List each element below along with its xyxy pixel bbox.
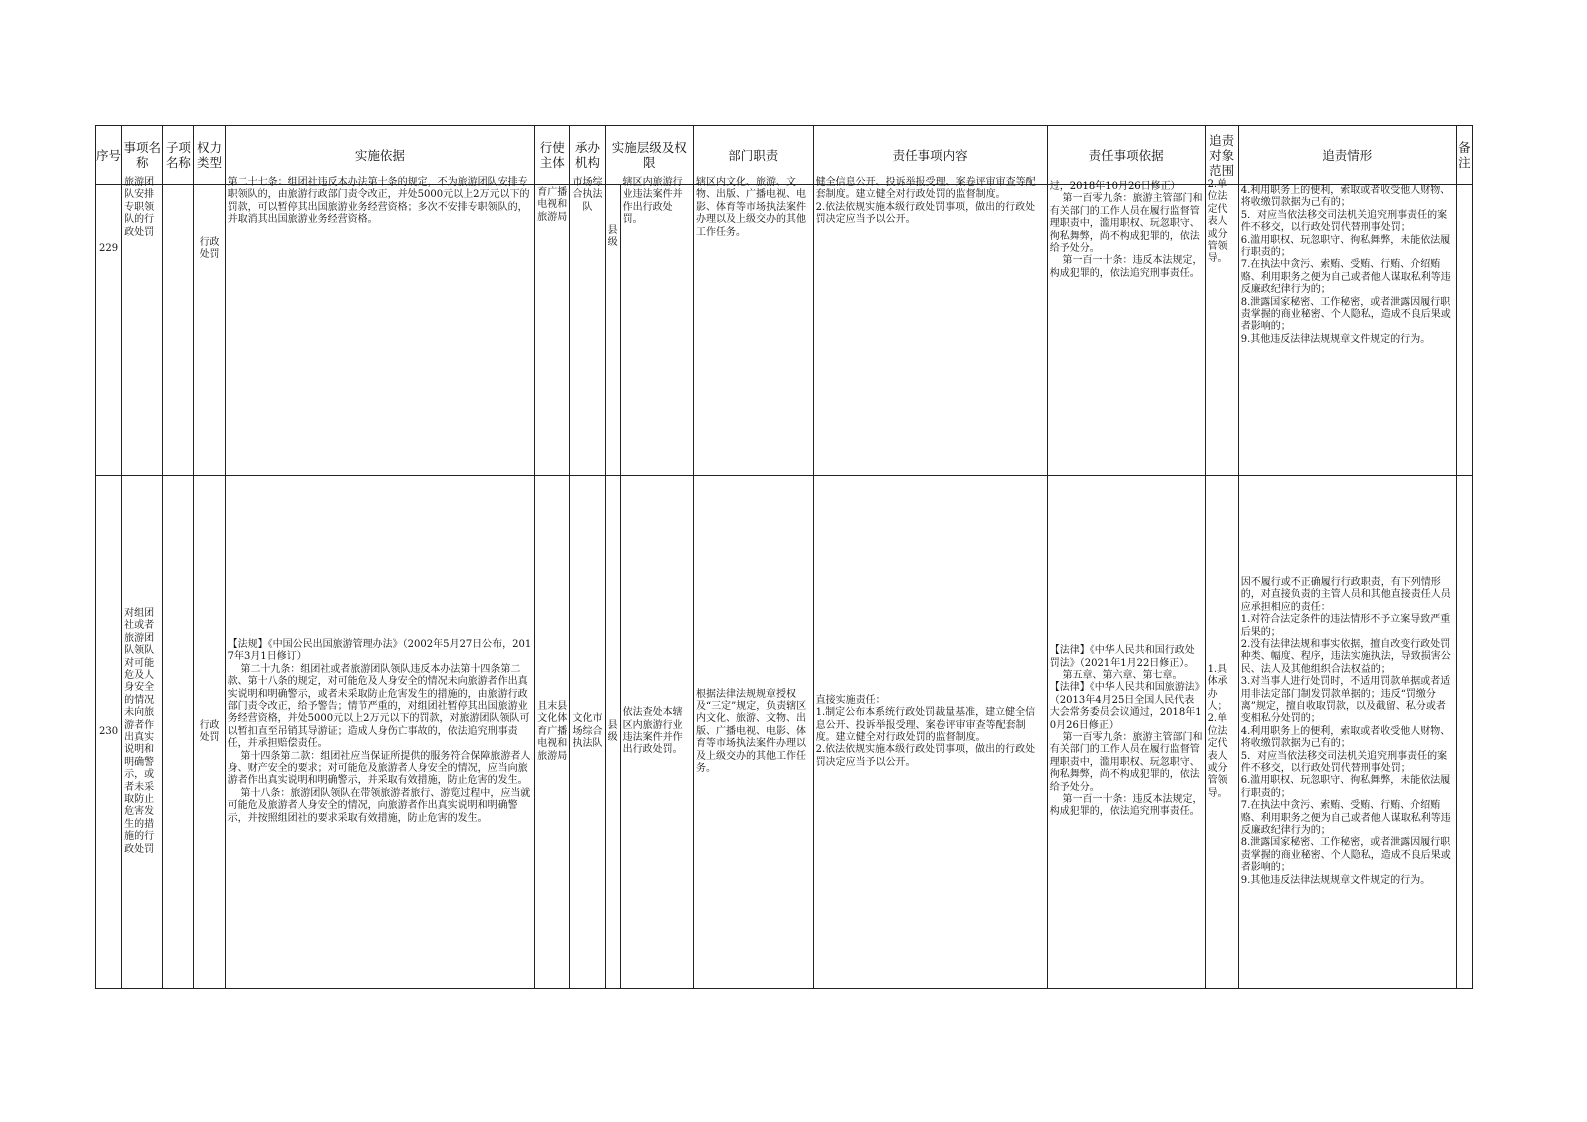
header-duty: 部门职责 [693, 126, 813, 185]
row-dbasis: 【法律】《中华人民共和国行政处罚法》（2021年1月22日修正）。 第五章、第六章、第七章。 【法律】《中华人民共和国旅游法》（2013年4月25日全国人民代表大会常务委员会议通过，2018年10月26日修正） 第一百零九条：旅游主管部门和有关部门的工作人员在履行监督管理职责中，滥用职权、玩忽职守、徇私舞弊，尚不构成犯罪的，依法给予处分。 第一百一十条：违反本法规定，构成犯罪的，依法追究刑事责任。 [1049, 645, 1203, 818]
header-subject: 行使主体 [535, 126, 570, 185]
row-basis: 第二十七条：组团社违反本办法第十条的规定，不为旅游团队安排专职领队的，由旅游行政部门责令改正，并处5000元以上2万元以下的罚款，可以暂停其出国旅游业务经营资格；多次不安排专职领队的，并取消其出国旅游业务经营资格。 [227, 177, 530, 226]
header-basis: 实施依据 [225, 126, 535, 185]
responsibility-table [95, 125, 1473, 989]
header-content: 责任事项内容 [813, 126, 1047, 185]
row-no: 230 [99, 725, 119, 737]
row-agency: 市场综合执法队 [572, 177, 603, 213]
row-situation: 4.利用职务上的便利，索取或者收受他人财物、将收缴罚款据为己有的； 5．对应当依法移交司法机关追究刑事责任的案件不移交，以行政处罚代替刑事处罚； 6.滥用职权、玩忽职守、徇私舞弊，未能依法履行职责的； 7.在执法中贪污、索贿、受贿、行贿、介绍贿赂、利用职务之便为自己或者他人谋取私利等违反廉政纪律行为的； 8.泄露国家秘密、工作秘密，或者泄露因履行职责掌握的商业秘密、个人隐私，造成不良后果或者影响的； 9.其他违反法律法规规章文件规定的行为。 [1240, 185, 1451, 345]
row-duty: 辖区内文化、旅游、文物、出版、广播电视、电影、体育等市场执法案件办理以及上级交办的其他工作任务。 [695, 177, 806, 238]
table-row [96, 476, 1473, 989]
row-basis: 【法规】《中国公民出国旅游管理办法》（2002年5月27日公布，2017年3月1日修订） 第二十九条：组团社或者旅游团队领队违反本办法第十四条第二款、第十八条的规定，对可能危及人身安全的情况未向旅游者作出真实说明和明确警示，或者未采取防止危害发生的措施的，由旅游行政部门责令改正，给予警告；情节严重的，对组团社暂停其出国旅游业务经营资格，并处5000元以上2万元以下的罚款，对旅游团队领队可以暂扣直至吊销其导游证；造成人身伤亡事故的，依法追究刑事责任，并承担赔偿责任。 第十四条第二款：组团社应当保证所提供的服务符合保障旅游者人身、财产安全的要求；对可能危及旅游者人身安全的情况，应当向旅游者作出真实说明和明确警示，并采取有效措施，防止危害的发生。 第十八条：旅游团队领队在带领旅游者旅行、游览过程中，应当就可能危及旅游者人身安全的情况，向旅游者作出真实说明和明确警示，并按照组团社的要求采取有效措施，防止危害的发生。 [227, 638, 532, 824]
row-situation: 因不履行或不正确履行行政职责，有下列情形的，对直接负责的主管人员和其他直接责任人员应承担相应的责任： 1.对符合法定条件的违法情形不予立案导致严重后果的； 2.没有法律法规和事实依据，擅自改变行政处罚种类、幅度、程序，违法实施执法，导致损害公民、法人及其他组织合法权益的； 3.对当事人进行处罚时，不适用罚款单据或者适用非法定部门制发罚款单据的；违反“罚缴分离”规定，擅自收取罚款，以及截留、私分或者变相私分处罚的； 4.利用职务上的便利，索取或者收受他人财物、将收缴罚款据为己有的； 5．对应当依法移交司法机关追究刑事责任的案件不移交，以行政处罚代替刑事处罚； 6.滥用职权、玩忽职守、徇私舞弊，未能依法履行职责的； 7.在执法中贪污、索贿、受贿、行贿、介绍贿赂、利用职务之便为自己或者他人谋取私利等违反廉政纪律行为的； 8.泄露国家秘密、工作秘密，或者泄露因履行职责掌握的商业秘密、个人隐私，造成不良后果或者影响的； 9.其他违反法律法规规章文件规定的行为。 [1240, 576, 1451, 886]
header-sub: 子项名称 [163, 126, 194, 185]
row-content: 直接实施责任： 1.制定公布本系统行政处罚裁量基准，建立健全信息公开、投诉举报受理、案卷评审审查等配套制度。建立健全对行政处罚的监督制度。 2.依法依规实施本级行政处罚事项，做出的行政处罚决定应当予以公开。 [815, 694, 1036, 768]
header-situation: 追责情形 [1238, 126, 1456, 185]
row-limit: 依法查处本辖区内旅游行业违法案件并作出行政处罚。 [622, 707, 683, 756]
row-item-name: 对组团社或者旅游团队领队对可能危及人身安全的情况未向旅游者作出真实说明和明确警示，或者未采取防止危害发生的措施的行政处罚 [124, 607, 155, 855]
row-content: 健全信息公开、投诉举报受理、案卷评审审查等配套制度。建立健全对行政处罚的监督制度。 2.依法依规实施本级行政处罚事项，做出的行政处罚决定应当予以公开。 [815, 177, 1036, 226]
header-dbasis: 责任事项依据 [1047, 126, 1205, 185]
row-no: 229 [99, 243, 119, 254]
row-limit: 辖区内旅游行业违法案件并作出行政处罚。 [622, 177, 683, 226]
table-row [96, 185, 1473, 476]
header-row [96, 126, 1473, 185]
row-agency: 文化市场综合执法队 [572, 713, 603, 750]
header-scope: 追责对象范围 [1205, 126, 1238, 185]
header-agency: 承办机构 [570, 126, 605, 185]
row-level: 县级 [607, 225, 618, 249]
row-power-type: 行政处罚 [199, 719, 220, 743]
row-dbasis: 过，2018年10月26日修正） 第一百零九条：旅游主管部门和有关部门的工作人员在履行监督管理职责中，滥用职权、玩忽职守、徇私舞弊，尚不构成犯罪的，依法给予处分。 第一百一十条：违反本法规定，构成犯罪的，依法追究刑事责任。 [1049, 181, 1203, 279]
header-type: 权力类型 [194, 126, 225, 185]
row-duty: 根据法律法规规章授权及“三定”规定，负责辖区内文化、旅游、文物、出版、广播电视、电影、体育等市场执法案件办理以及上级交办的其他工作任务。 [695, 688, 807, 775]
row-subject: 且末县文化体育广播电视和旅游局 [537, 700, 568, 762]
row-item-name: 旅游团队安排专职领队的行政处罚 [124, 177, 155, 238]
row-scope: 2.单位法定代表人或分管领导。 [1207, 179, 1228, 265]
header-name: 事项名称 [122, 126, 163, 185]
row-power-type: 行政处罚 [199, 237, 220, 261]
row-scope: 1.具体承办人； 2.单位法定代表人或分管领导。 [1207, 663, 1228, 799]
header-level: 实施层级及权限 [605, 126, 693, 185]
header-no: 序号 [96, 126, 122, 185]
row-subject: 育广播电视和旅游局 [537, 187, 568, 223]
row-level: 县级 [607, 719, 618, 743]
header-remark: 备注 [1456, 126, 1472, 185]
